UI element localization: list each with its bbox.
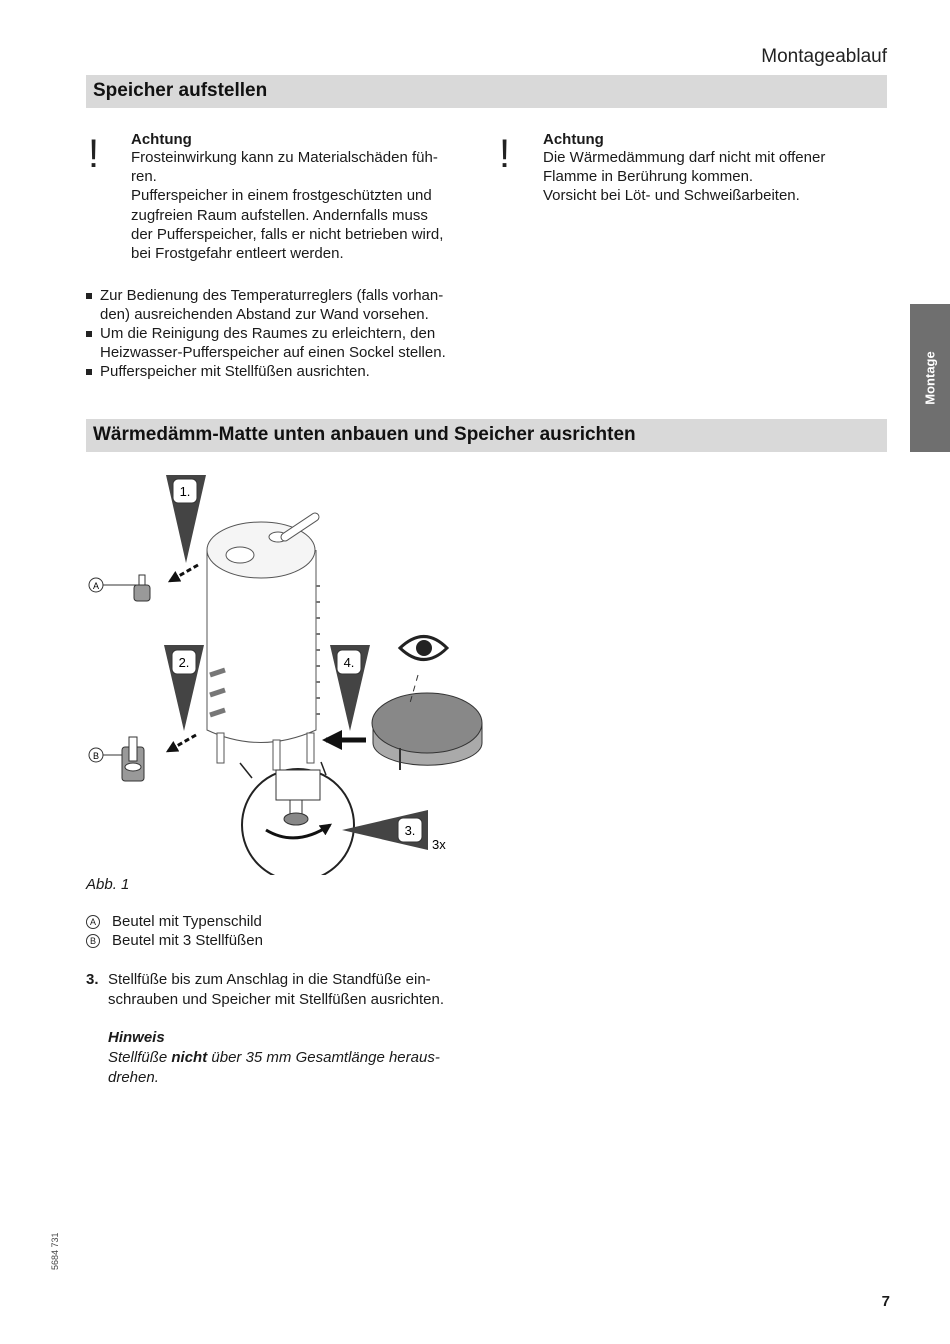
legend-text: Beutel mit Typenschild [112, 913, 262, 930]
section-title-speicher-aufstellen: Speicher aufstellen [93, 80, 268, 101]
document-number: 5684 731 [50, 1232, 60, 1270]
step-marker-4 [330, 645, 370, 731]
step-marker-3 [342, 810, 428, 850]
warning-title: Achtung [131, 131, 192, 148]
legend-item [86, 913, 262, 930]
bullet-square-icon [86, 369, 92, 375]
bullet-square-icon [86, 293, 92, 299]
callout-a: A [92, 581, 100, 591]
page-number: 7 [881, 1293, 890, 1310]
section-heading-bar [86, 419, 887, 452]
text-line: ren. [131, 168, 157, 186]
warning-block-flame [543, 131, 883, 206]
step-marker-2 [164, 645, 204, 731]
text-line: zugfreien Raum aufstellen. Andernfalls muss [131, 206, 428, 224]
step-label: 3. [404, 823, 416, 838]
step-number: 3. [86, 971, 99, 988]
bag-b-illustration [89, 737, 144, 781]
legend-item [86, 932, 263, 949]
step-marker-1 [166, 475, 206, 563]
multiplier-label: 3x [432, 837, 446, 852]
warning-exclamation-mark: ! [88, 132, 100, 176]
text-line: drehen. [108, 1069, 159, 1086]
text-emphasis: nicht [171, 1049, 208, 1066]
warning-exclamation-mark: ! [499, 132, 511, 176]
legend-text: Beutel mit 3 Stellfüßen [112, 932, 263, 949]
section-title-waermedaemm-matte: Wärmedämm-Matte unten anbauen und Speicher ausrichten [93, 424, 636, 445]
warning-block-frost [131, 131, 476, 263]
text-span: über 35 mm Gesamtlänge heraus- [207, 1049, 440, 1066]
note-text [108, 1048, 478, 1068]
text-line: Zur Bedienung des Temperaturreglers (falls vorhan- [100, 287, 444, 304]
text-line: Pufferspeicher mit Stellfüßen ausrichten. [100, 363, 370, 380]
running-header: Montageablauf [761, 46, 887, 67]
text-line: der Pufferspeicher, falls er nicht betrieben wird, [131, 225, 444, 243]
list-item [86, 324, 476, 362]
text-line: Frosteinwirkung kann zu Materialschäden füh- [131, 149, 438, 166]
callout-b-icon: B [86, 934, 100, 948]
list-item [86, 286, 476, 324]
text-line: Pufferspeicher in einem frostgeschützten und [131, 187, 432, 205]
text-line: den) ausreichenden Abstand zur Wand vorsehen. [100, 306, 429, 323]
note-block [108, 1028, 478, 1088]
text-span: Stellfüße [108, 1049, 172, 1066]
figure-caption: Abb. 1 [86, 876, 130, 893]
text-line: Stellfüße bis zum Anschlag in die Standfüße ein- [108, 971, 431, 988]
bullet-list [86, 286, 476, 381]
list-item [86, 362, 476, 381]
bag-a-illustration [89, 575, 150, 601]
text-line: Um die Reinigung des Raumes zu erleichtern, den [100, 325, 436, 342]
chapter-side-tab [910, 304, 950, 452]
section-heading-bar [86, 75, 887, 108]
text-line: Vorsicht bei Löt- und Schweißarbeiten. [543, 187, 800, 205]
bullet-square-icon [86, 331, 92, 337]
warning-text [131, 148, 476, 263]
note-title: Hinweis [108, 1029, 165, 1046]
warning-title: Achtung [543, 131, 604, 148]
text-line: bei Frostgefahr entleert werden. [131, 245, 344, 263]
detail-zoom-circle [240, 762, 354, 875]
callout-a-icon: A [86, 915, 100, 929]
insulation-mat [372, 693, 482, 770]
step-label: 4. [343, 655, 355, 670]
step-label: 1. [179, 484, 191, 499]
text-line: Flamme in Berührung kommen. [543, 168, 754, 186]
text-line: Heizwasser-Pufferspeicher auf einen Sockel stellen. [100, 344, 446, 361]
warning-text [543, 148, 883, 206]
callout-b: B [92, 751, 100, 761]
side-tab-label: Montage [922, 351, 938, 405]
installation-figure [80, 465, 500, 875]
instruction-step [86, 970, 486, 1010]
step-label: 2. [178, 655, 190, 670]
text-line: schrauben und Speicher mit Stellfüßen ausrichten. [108, 991, 445, 1008]
text-line: Die Wärmedämmung darf nicht mit offener [543, 149, 826, 166]
storage-tank [207, 517, 318, 770]
